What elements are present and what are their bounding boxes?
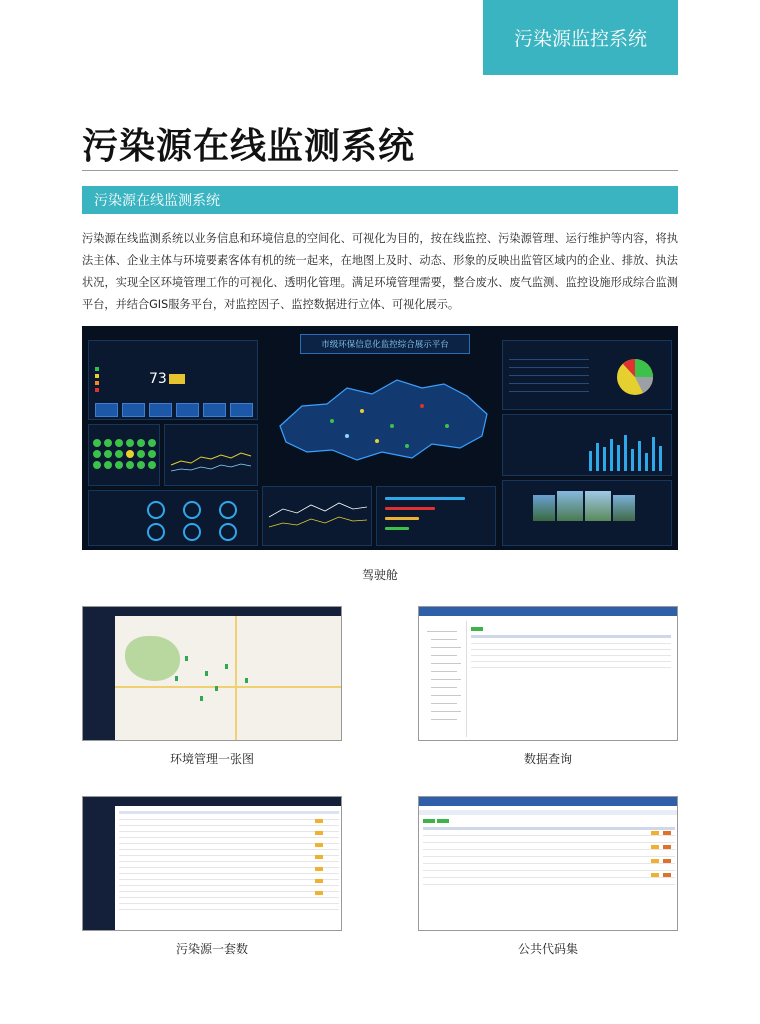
pollutant-box bbox=[203, 403, 226, 417]
map-canvas bbox=[115, 616, 341, 740]
pollutant-box bbox=[95, 403, 118, 417]
air-trend-panel bbox=[164, 424, 258, 486]
day-dot bbox=[115, 450, 123, 458]
bar-chart-panel bbox=[376, 486, 496, 546]
day-dot bbox=[126, 439, 134, 447]
day-dot bbox=[137, 439, 145, 447]
pollutant-box bbox=[149, 403, 172, 417]
map-caption: 环境管理一张图 bbox=[169, 752, 254, 766]
video-panel bbox=[502, 480, 672, 546]
dashboard-platform-title: 市级环保信息化监控综合展示平台 bbox=[300, 334, 470, 354]
title-divider bbox=[82, 170, 678, 171]
indicator-ring bbox=[147, 523, 165, 541]
day-dot bbox=[93, 461, 101, 469]
site-photo bbox=[613, 495, 635, 521]
legend-swatch bbox=[95, 381, 99, 385]
pollutant-box bbox=[230, 403, 253, 417]
day-dot bbox=[115, 461, 123, 469]
aqi-level-tag bbox=[169, 374, 185, 384]
day-dot bbox=[104, 461, 112, 469]
page-title: 污染源在线监测系统 bbox=[82, 126, 416, 167]
aqi-value: 73 bbox=[149, 371, 167, 387]
indicator-ring bbox=[147, 501, 165, 519]
site-photo bbox=[585, 491, 611, 521]
legend-swatch bbox=[95, 374, 99, 378]
dashboard-caption: 驾驶舱 bbox=[361, 568, 398, 582]
day-dot bbox=[126, 461, 134, 469]
region-map bbox=[272, 366, 497, 466]
code-set-screenshot bbox=[418, 796, 678, 931]
column-chart bbox=[587, 431, 667, 471]
day-dot bbox=[93, 450, 101, 458]
day-dot bbox=[137, 461, 145, 469]
day-dot bbox=[115, 439, 123, 447]
legend-swatch bbox=[95, 388, 99, 392]
indicator-ring bbox=[219, 501, 237, 519]
water-trend-chart bbox=[263, 487, 373, 547]
pollution-source-caption: 污染源一套数 bbox=[175, 942, 248, 956]
day-dot bbox=[148, 450, 156, 458]
indicator-ring bbox=[183, 501, 201, 519]
bar bbox=[385, 517, 419, 520]
enterprise-table-panel bbox=[502, 340, 672, 410]
day-dot bbox=[104, 450, 112, 458]
dashboard-screenshot bbox=[82, 326, 678, 550]
map-screenshot bbox=[82, 606, 342, 741]
data-query-screenshot bbox=[418, 606, 678, 741]
emission-panel bbox=[88, 490, 258, 546]
pie-chart bbox=[613, 355, 657, 399]
data-query-caption: 数据查询 bbox=[523, 752, 572, 766]
indicator-ring bbox=[183, 523, 201, 541]
site-photo bbox=[557, 491, 583, 521]
pollution-source-screenshot bbox=[82, 796, 342, 931]
pollutant-box bbox=[176, 403, 199, 417]
day-dot bbox=[148, 461, 156, 469]
tree-panel bbox=[423, 621, 467, 737]
day-dot bbox=[93, 439, 101, 447]
statistics-panel bbox=[502, 414, 672, 476]
day-dot bbox=[126, 450, 134, 458]
legend-swatch bbox=[95, 367, 99, 371]
day-dot bbox=[137, 450, 145, 458]
header-tab: 污染源监控系统 bbox=[483, 0, 678, 75]
air-quality-panel bbox=[88, 340, 258, 420]
indicator-ring bbox=[219, 523, 237, 541]
bar bbox=[385, 507, 435, 510]
pollutant-box bbox=[122, 403, 145, 417]
green-area bbox=[125, 636, 180, 681]
day-dot bbox=[104, 439, 112, 447]
bar bbox=[385, 497, 465, 500]
water-trend-panel bbox=[262, 486, 372, 546]
day-dot bbox=[148, 439, 156, 447]
intro-paragraph: 污染源在线监测系统以业务信息和环境信息的空间化、可视化为目的，按在线监控、污染源管理、运行维护等内容，将执法主体、企业主体与环境要素客体有机的统一起来，在地图上及时、动态、形象的反映出监管区域内的企业、排放、执法状况，实现全区环境管理工作的可视化、透明化管理。满足环境管理需要，整合废水、废气监测、监控设施形成综合监测平台，并结合GIS服务平台，对监控因子、监控数据进行立体、可视化展示。 bbox=[82, 232, 678, 311]
bar bbox=[385, 527, 409, 530]
calendar-panel bbox=[88, 424, 160, 486]
section-heading: 污染源在线监测系统 bbox=[82, 186, 678, 214]
code-set-caption: 公共代码集 bbox=[517, 942, 578, 956]
air-trend-chart bbox=[165, 425, 259, 487]
site-photo bbox=[533, 495, 555, 521]
